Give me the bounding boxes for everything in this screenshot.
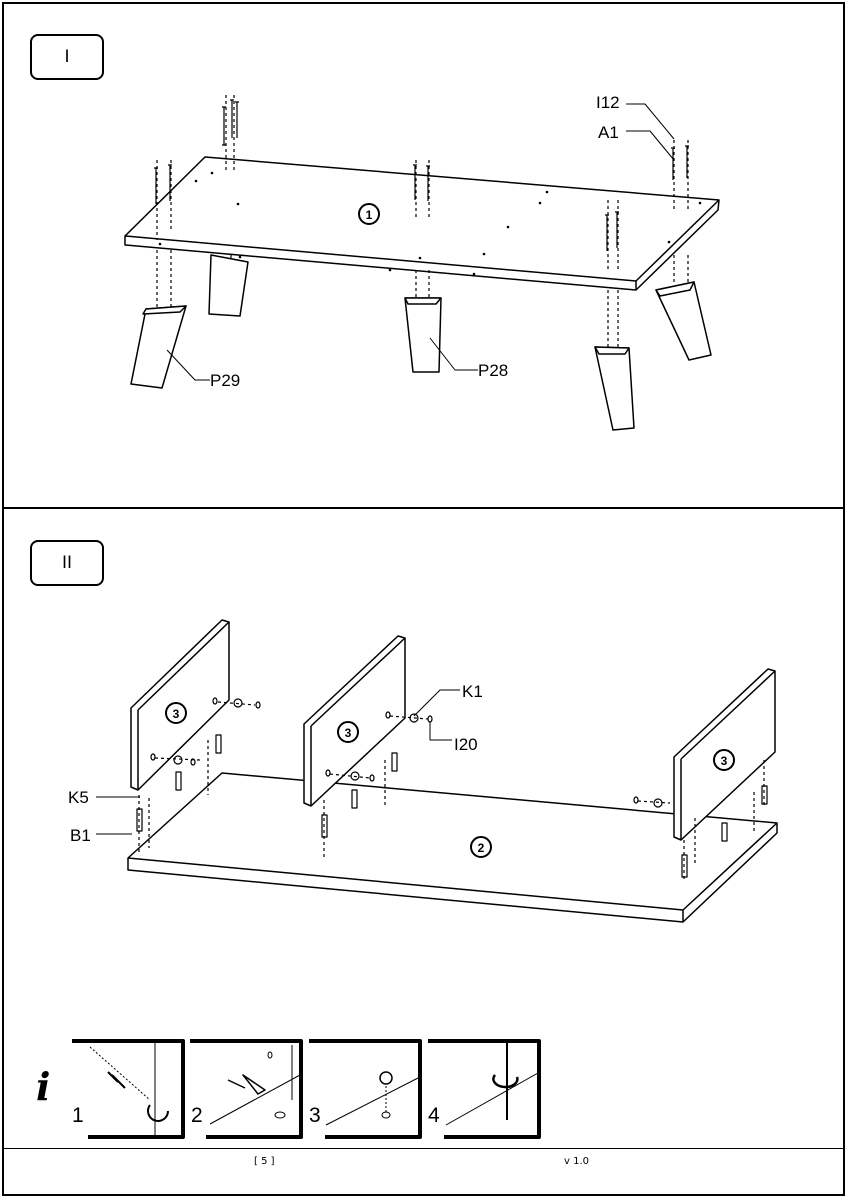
tip-number-3: 3	[309, 1104, 321, 1127]
part-label-i20: I20	[454, 735, 478, 754]
panel-number-middle: 3	[344, 726, 352, 740]
tip-number-2: 2	[191, 1104, 203, 1127]
tip-frame-1	[72, 1041, 183, 1137]
step-label: II	[61, 553, 73, 573]
part-label-p29: P29	[210, 371, 241, 390]
tip-number-1: 1	[72, 1104, 84, 1127]
part-label-p28: P28	[478, 361, 509, 380]
panel-number-right: 3	[720, 754, 728, 768]
part-label-k1: K1	[462, 682, 483, 701]
step-label: I	[64, 47, 70, 67]
part-label-b1: B1	[70, 826, 91, 845]
part-label-k5: K5	[68, 788, 89, 807]
panel-number-base: 2	[477, 841, 485, 855]
tip-frame-2	[190, 1041, 301, 1137]
panel-number: 1	[365, 208, 373, 222]
tip-frame-4	[428, 1041, 539, 1137]
part-label-i12: I12	[596, 93, 620, 112]
part-label-a1: A1	[598, 123, 619, 142]
page-number: [ 5 ]	[254, 1156, 275, 1167]
tip-frame-3	[309, 1041, 420, 1137]
tip-number-4: 4	[428, 1104, 440, 1127]
panel-number-left: 3	[172, 707, 180, 721]
version-label: v 1.0	[564, 1156, 589, 1167]
info-symbol: i	[36, 1064, 51, 1109]
